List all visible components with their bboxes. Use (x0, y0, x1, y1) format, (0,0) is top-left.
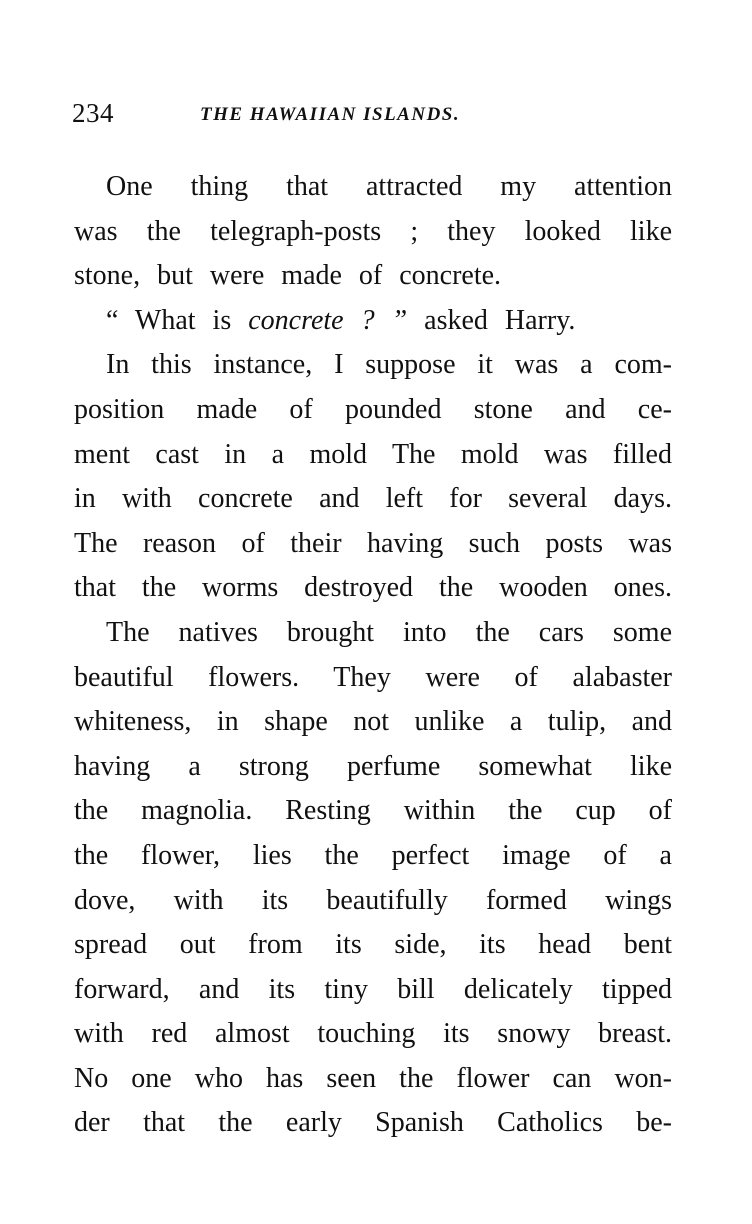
text-line: ment cast in a mold The mold was filled (74, 438, 672, 470)
page-header (72, 96, 672, 136)
text-line: having a strong perfume somewhat like (74, 750, 672, 782)
text-line: whiteness, in shape not unlike a tulip, and (74, 706, 672, 738)
dialogue-close: asked Harry. (424, 304, 576, 336)
dialogue-open: “ What is (106, 304, 232, 336)
body-text (74, 165, 672, 1146)
text-line: der that the early Spanish Catholics be- (74, 1107, 672, 1139)
text-line-dialogue (74, 299, 672, 344)
text-line: stone, but were made of concrete. (74, 260, 502, 292)
text-line: dove, with its beautifully formed wings (74, 884, 672, 916)
text-line: The reason of their having such posts was (74, 527, 672, 559)
text-line: the flower, lies the perfect image of a (74, 839, 672, 871)
text-line: the magnolia. Resting within the cup of (74, 795, 672, 827)
text-line: that the worms destroyed the wooden ones. (74, 572, 672, 604)
dialogue-emphasis: concrete ? ” (248, 304, 408, 336)
text-line: beautiful flowers. They were of alabaster (74, 661, 672, 693)
text-line: forward, and its tiny bill delicately tipped (74, 973, 672, 1005)
text-line: In this instance, I suppose it was a com- (106, 349, 672, 381)
running-title: THE HAWAIIAN ISLANDS. (200, 104, 461, 125)
text-line: No one who has seen the flower can won- (74, 1062, 672, 1094)
text-line: The natives brought into the cars some (106, 616, 672, 648)
page-number: 234 (72, 98, 114, 128)
text-line: in with concrete and left for several days. (74, 483, 672, 515)
text-line: was the telegraph-posts ; they looked like (74, 215, 672, 247)
text-line: spread out from its side, its head bent (74, 929, 672, 961)
text-line: position made of pounded stone and ce- (74, 393, 672, 425)
text-line: with red almost touching its snowy breast. (74, 1018, 672, 1050)
text-line: One thing that attracted my attention (106, 171, 672, 202)
